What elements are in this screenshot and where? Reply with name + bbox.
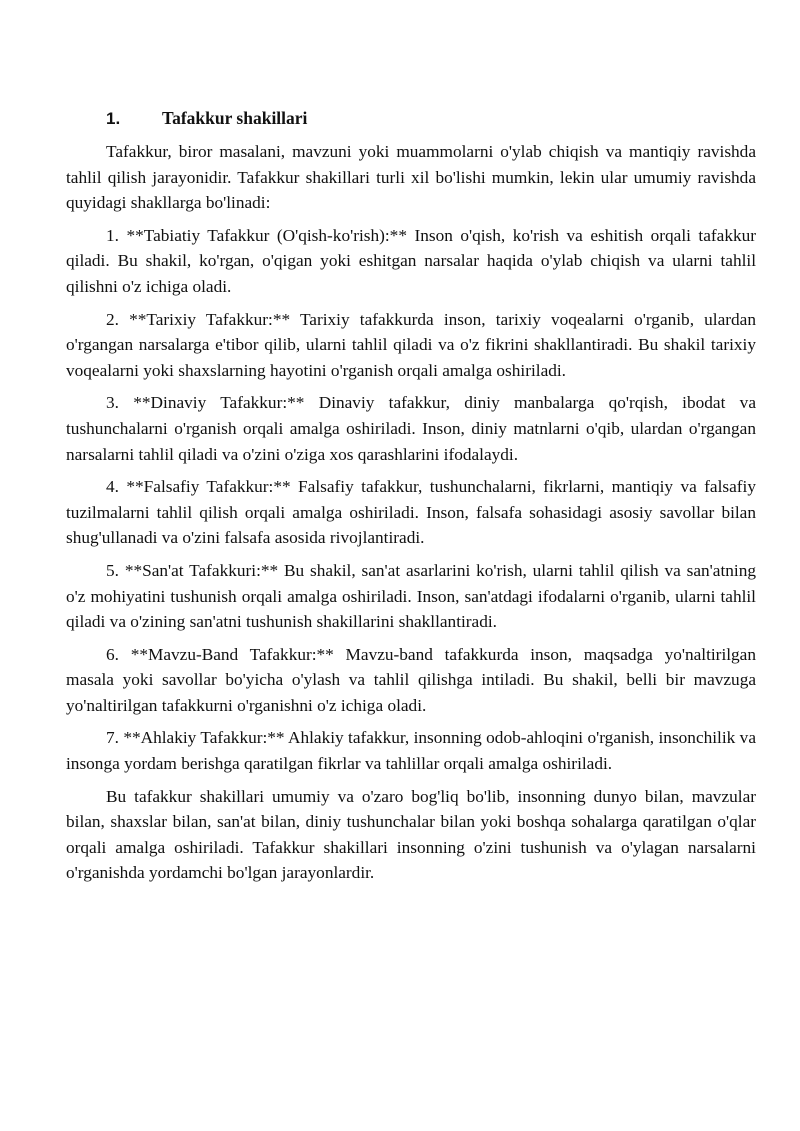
- list-item-6-paragraph: 6. **Mavzu-Band Tafakkur:** Mavzu-band tafakkurda inson, maqsadga yo'naltirilgan masala yoki savollar bo'yicha o'ylash va tahlil qilishga intiladi. Bu shakil, belli bir mavzuga yo'naltirilgan tafakkurni o'rganishni o'z ichiga oladi.: [66, 644, 756, 715]
- document-page: [66, 108, 756, 893]
- list-item-4-paragraph: 4. **Falsafiy Tafakkur:** Falsafiy tafakkur, tushunchalarni, fikrlarni, mantiqiy va falsafiy tuzilmalarni tahlil qilish orqali amalga oshiriladi. Inson, falsafa sohasidagi asosiy savollar bilan shug'ullanadi va o'zini falsafa asosida rivojlantiradi.: [66, 477, 756, 548]
- list-item-3-paragraph: 3. **Dinaviy Tafakkur:** Dinaviy tafakkur, diniy manbalarga qo'rqish, ibodat va tushunchalarni o'rganish orqali amalga oshiriladi. Inson, diniy matnlarni o'qib, ulardan o'rgangan narsalarni tahlil qiladi va o'zini o'ziga xos qarashlarini ifodalaydi.: [66, 393, 756, 464]
- section-title: Tafakkur shakillari: [162, 108, 308, 128]
- conclusion-paragraph: Bu tafakkur shakillari umumiy va o'zaro bog'liq bo'lib, insonning dunyo bilan, mavzular bilan, shaxslar bilan, san'at bilan, diniy tushunchalar bilan yoki boshqa sohalarga qaratilgan o'qlar orqali amalga oshiriladi. Tafakkur shakillari insonning o'zini tushunish va o'ylagan narsalarni o'rganishda yordamchi bo'lgan jarayonlardir.: [66, 786, 756, 883]
- intro-paragraph: Tafakkur, biror masalani, mavzuni yoki muammolarni o'ylab chiqish va mantiqiy ravishda tahlil qilish jarayonidir. Tafakkur shakillari turli xil bo'lishi mumkin, lekin ular umumiy ravishda quyidagi shakllarga bo'linadi:: [66, 142, 756, 213]
- list-item-7-paragraph: 7. **Ahlakiy Tafakkur:** Ahlakiy tafakkur, insonning odob-ahloqini o'rganish, insonchilik va insonga yordam berishga qaratilgan fikrlar va tahlillar orqali amalga oshiriladi.: [66, 728, 756, 774]
- section-heading: [66, 108, 756, 129]
- list-item-2-paragraph: 2. **Tarixiy Tafakkur:** Tarixiy tafakkurda inson, tarixiy voqealarni o'rganib, ulardan o'rgangan narsalarga e'tibor qilib, ularni tahlil qiladi va o'z fikrini shakllantiradi. Bu shakil tarixiy voqealarni yoki shaxslarning hayotini o'rganish orqali amalga oshiriladi.: [66, 309, 756, 380]
- section-number: 1.: [106, 109, 121, 128]
- list-item-5-paragraph: 5. **San'at Tafakkuri:** Bu shakil, san'at asarlarini ko'rish, ularni tahlil qilish va san'atning o'z mohiyatini tushunish orqali amalga oshiriladi. Inson, san'atdagi ifodalarni o'rganib, ularni tahlil qiladi va o'zining san'atni tushunish shakillarini shakllantiradi.: [66, 560, 756, 632]
- list-item-1-paragraph: 1. **Tabiatiy Tafakkur (O'qish-ko'rish):** Inson o'qish, ko'rish va eshitish orqali tafakkur qiladi. Bu shakil, ko'rgan, o'qigan yoki eshitgan narsalar haqida o'ylab chiqish va ularni tahlil qilishni o'z ichiga oladi.: [66, 225, 756, 296]
